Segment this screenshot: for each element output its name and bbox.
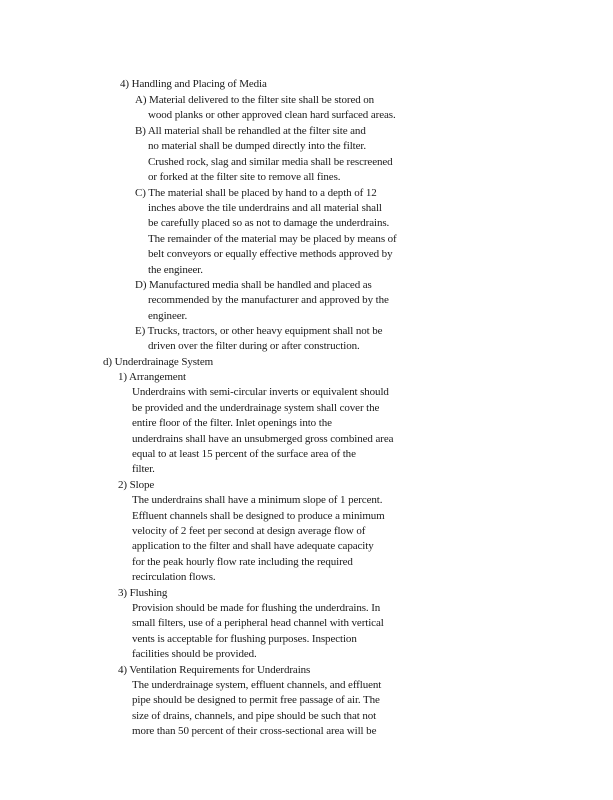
- arrangement-line: equal to at least 15 percent of the surface area of the: [132, 448, 356, 460]
- flushing-line: small filters, use of a peripheral head channel with vertical: [132, 617, 384, 629]
- item-b-line: no material shall be dumped directly into the filter.: [148, 140, 366, 152]
- item-d-line: engineer.: [148, 310, 188, 322]
- item-c-line: inches above the tile underdrains and all material shall: [148, 202, 382, 214]
- slope-line: application to the filter and shall have adequate capacity: [132, 540, 374, 552]
- item-e-line: E) Trucks, tractors, or other heavy equipment shall not be: [135, 325, 383, 337]
- item-b-line: B) All material shall be rehandled at the filter site and: [135, 125, 366, 137]
- item-c-line: The remainder of the material may be placed by means of: [148, 233, 397, 245]
- slope-line: The underdrains shall have a minimum slope of 1 percent.: [132, 494, 383, 506]
- section-d-heading: d) Underdrainage System: [103, 356, 214, 368]
- slope-line: recirculation flows.: [132, 571, 216, 583]
- flushing-line: facilities should be provided.: [132, 648, 257, 660]
- arrangement-line: Underdrains with semi-circular inverts or equivalent should: [132, 386, 389, 398]
- item-b-line: Crushed rock, slag and similar media shall be rescreened: [148, 156, 393, 168]
- flushing-line: vents is acceptable for flushing purposes. Inspection: [132, 633, 357, 645]
- arrangement-line: be provided and the underdrainage system shall cover the: [132, 402, 380, 414]
- item-c-line: be carefully placed so as not to damage the underdrains.: [148, 217, 390, 229]
- item-e-line: driven over the filter during or after construction.: [148, 340, 360, 352]
- ventilation-line: pipe should be designed to permit free passage of air. The: [132, 694, 380, 706]
- ventilation-line: size of drains, channels, and pipe should be such that not: [132, 710, 377, 722]
- arrangement-line: underdrains shall have an unsubmerged gross combined area: [132, 433, 394, 445]
- subsection-2-heading: 2) Slope: [118, 479, 155, 491]
- item-c-line: the engineer.: [148, 264, 203, 276]
- item-d-line: recommended by the manufacturer and approved by the: [148, 294, 389, 306]
- subsection-3-heading: 3) Flushing: [118, 587, 168, 599]
- item-d-line: D) Manufactured media shall be handled and placed as: [135, 279, 372, 291]
- flushing-line: Provision should be made for flushing the underdrains. In: [132, 602, 381, 614]
- item-a-line: A) Material delivered to the filter site shall be stored on: [135, 94, 375, 106]
- subsection-1-heading: 1) Arrangement: [118, 371, 186, 383]
- ventilation-line: The underdrainage system, effluent channels, and effluent: [132, 679, 382, 691]
- item-a-line: wood planks or other approved clean hard surfaced areas.: [148, 109, 396, 121]
- ventilation-line: more than 50 percent of their cross-sectional area will be: [132, 725, 377, 737]
- item-b-line: or forked at the filter site to remove all fines.: [148, 171, 341, 183]
- slope-line: for the peak hourly flow rate including the required: [132, 556, 353, 568]
- item-4-heading: 4) Handling and Placing of Media: [120, 78, 267, 90]
- item-c-line: C) The material shall be placed by hand to a depth of 12: [135, 187, 377, 199]
- arrangement-line: entire floor of the filter. Inlet openings into the: [132, 417, 332, 429]
- arrangement-line: filter.: [132, 463, 155, 475]
- slope-line: velocity of 2 feet per second at design average flow of: [132, 525, 366, 537]
- subsection-4-heading: 4) Ventilation Requirements for Underdrains: [118, 664, 311, 676]
- slope-line: Effluent channels shall be designed to produce a minimum: [132, 510, 385, 522]
- item-c-line: belt conveyors or equally effective methods approved by: [148, 248, 393, 260]
